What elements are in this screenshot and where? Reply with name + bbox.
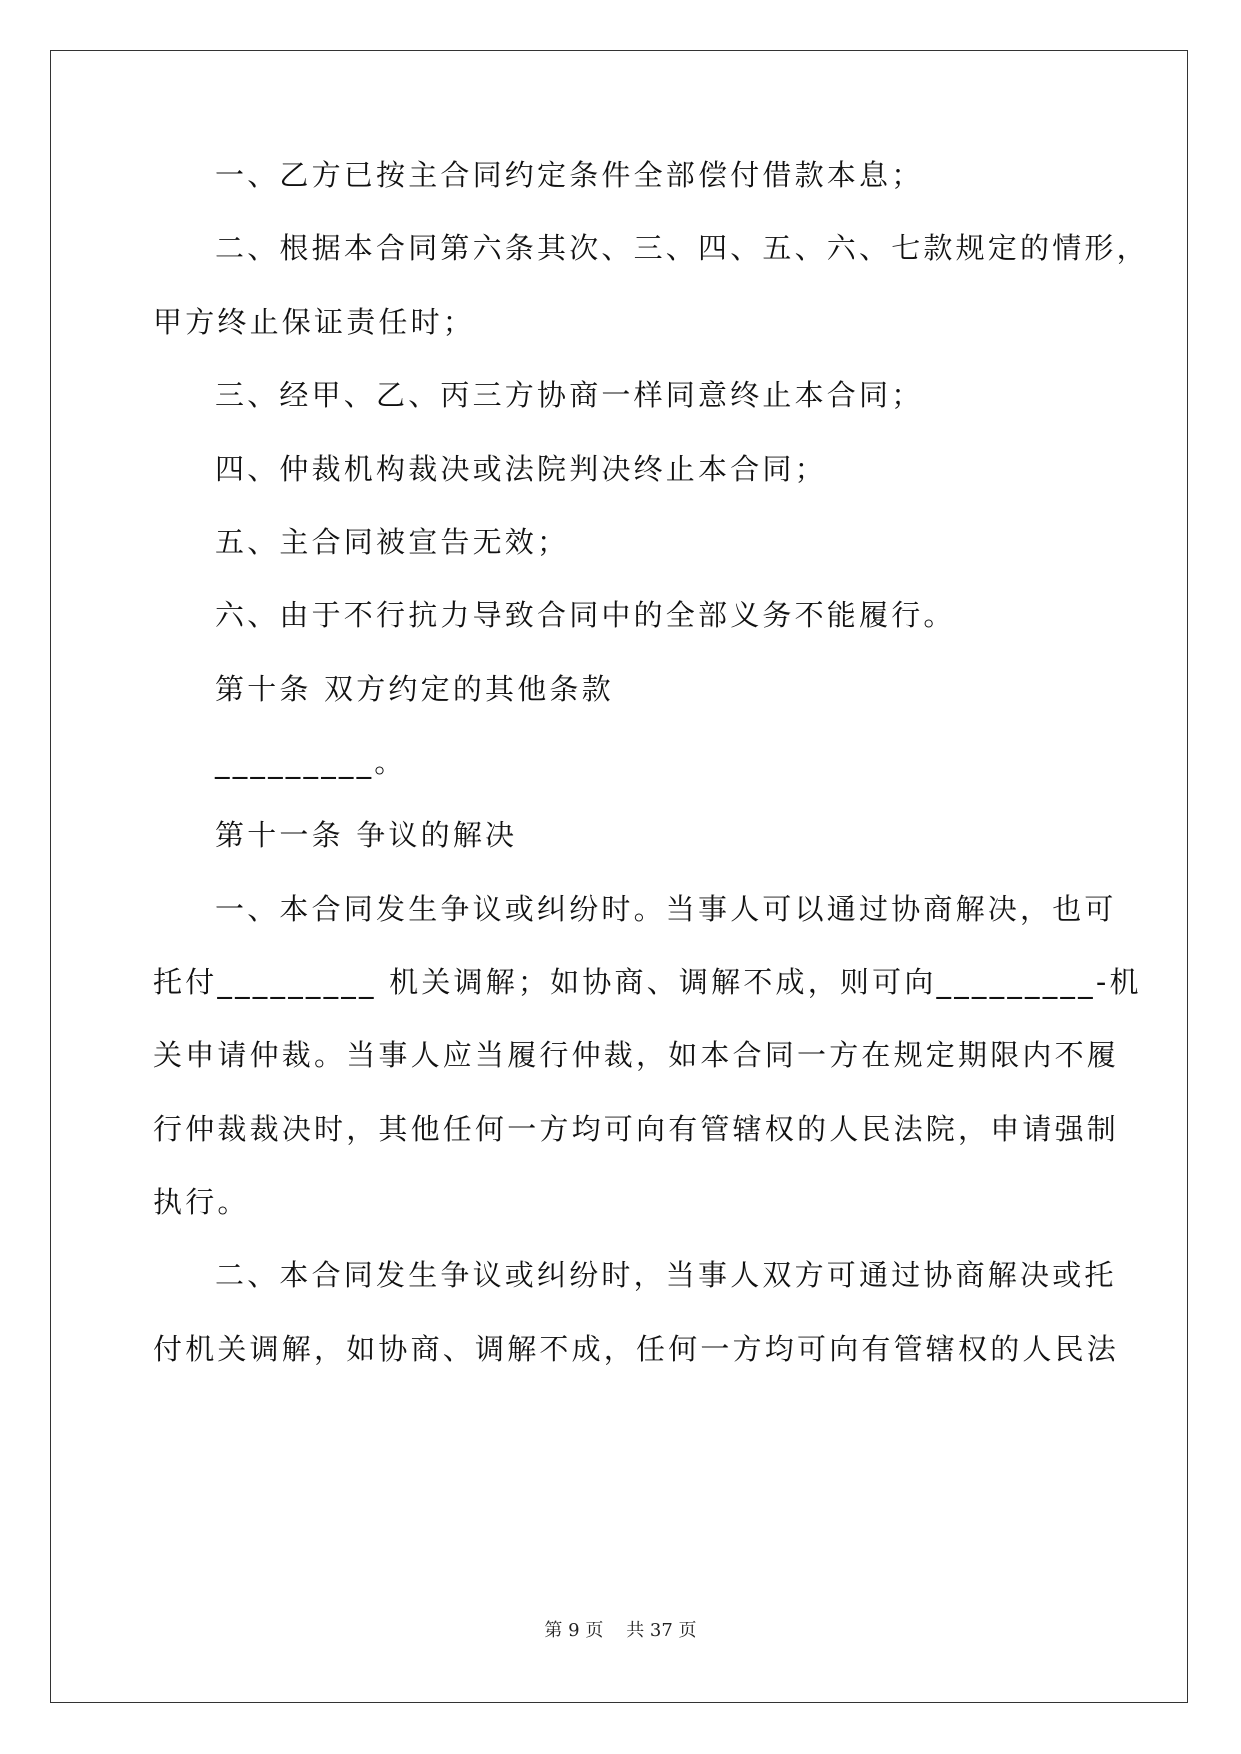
section-heading: 第十条 双方约定的其他条款 (215, 672, 614, 706)
blank-field-line: _________。 (215, 745, 407, 779)
body-line: 二、本合同发生争议或纠纷时，当事人双方可通过协商解决或托 (215, 1258, 1117, 1292)
body-line: 五、主合同被宣告无效； (215, 525, 570, 559)
body-line: 一、本合同发生争议或纠纷时。当事人可以通过协商解决，也可 (215, 892, 1117, 926)
body-line: 二、根据本合同第六条其次、三、四、五、六、七款规定的情形， (215, 231, 1149, 265)
body-line: 行仲裁裁决时，其他任何一方均可向有管辖权的人民法院，申请强制 (153, 1112, 1120, 1146)
body-line: 甲方终止保证责任时； (153, 305, 476, 339)
body-line: 三、经甲、乙、丙三方协商一样同意终止本合同； (215, 378, 924, 412)
body-line: 付机关调解，如协商、调解不成，任何一方均可向有管辖权的人民法 (153, 1332, 1120, 1366)
body-line: 一、乙方已按主合同约定条件全部偿付借款本息； (215, 158, 924, 192)
page-border (50, 50, 1188, 1703)
page-number-footer: 第 9 页 共 37 页 (544, 1620, 697, 1641)
body-line: 执行。 (153, 1185, 250, 1219)
section-heading: 第十一条 争议的解决 (215, 818, 518, 852)
body-line: 六、由于不行抗力导致合同中的全部义务不能履行。 (215, 598, 956, 632)
body-line: 关申请仲裁。当事人应当履行仲裁，如本合同一方在规定期限内不履 (153, 1038, 1120, 1072)
body-line: 托付_________ 机关调解；如协商、调解不成，则可向_________-机 (153, 965, 1142, 999)
body-line: 四、仲裁机构裁决或法院判决终止本合同； (215, 452, 827, 486)
